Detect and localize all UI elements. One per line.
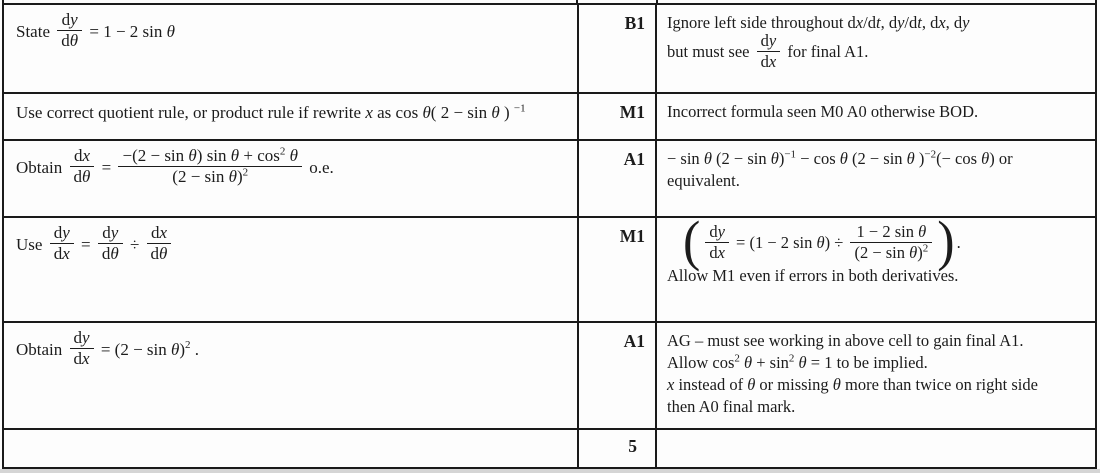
guidance-cell (657, 323, 1095, 428)
mark-label: M1 (619, 226, 645, 246)
guidance-text: x instead of θ or missing θ more than twice on right side (667, 375, 1038, 394)
criterion-cell (4, 323, 577, 428)
criterion-cell-empty (4, 430, 577, 467)
criterion-cell (4, 5, 577, 92)
mark-cell (577, 218, 657, 321)
mark-label: M1 (619, 102, 645, 122)
mark-label: A1 (623, 149, 645, 169)
criterion-text: Use correct quotient rule, or product rule if rewrite x as cos θ( 2 − sin θ ) $^{-1}$ (16, 102, 526, 122)
mark-cell (577, 5, 657, 92)
guidance-text: but must see $\frac{dy}{dx}$ for final A1. (667, 31, 869, 71)
mark-cell (577, 323, 657, 428)
table-row (4, 92, 1095, 139)
table-row (4, 210, 1095, 321)
guidance-text: Incorrect formula seen M0 A0 otherwise BOD. (667, 102, 979, 121)
guidance-text: Allow $\cos^2 \theta + \sin^2 \theta = 1$ to be implied. (667, 352, 928, 372)
table-row (4, 321, 1095, 428)
guidance-cell (657, 141, 1095, 216)
criterion-text: State $\frac{dy}{d\theta}$ = 1 − 2 sin θ (16, 10, 175, 51)
criterion-cell (4, 141, 577, 216)
total-mark-label: 5 (628, 436, 637, 456)
mark-cell (577, 141, 657, 216)
guidance-cell (657, 210, 1095, 321)
mark-scheme-table (2, 3, 1097, 469)
guidance-text: Allow M1 even if errors in both derivatives. (667, 265, 959, 285)
mark-cell (577, 94, 657, 139)
guidance-cell-empty (657, 430, 1095, 467)
guidance-text: AG – must see working in above cell to gain final A1. (667, 331, 1024, 350)
total-row (4, 428, 1095, 467)
table-row (4, 5, 1095, 92)
criterion-text: Obtain $\frac{dy}{dx}$ = $(2 - \sin \theta)^2$ . (16, 328, 200, 369)
total-mark-cell (577, 430, 657, 467)
criterion-cell (4, 94, 577, 139)
guidance-cell (657, 5, 1095, 92)
mark-label: B1 (624, 13, 645, 33)
guidance-text: then A0 final mark. (667, 397, 796, 416)
table-row (4, 139, 1095, 216)
criterion-text: Use $\frac{dy}{dx}$ = $\frac{dy}{d\theta}$ ÷ $\frac{dx}{d\theta}$ (16, 226, 567, 266)
scan-edge-strip (0, 469, 1100, 473)
guidance-text: − sin θ $(2 - \sin \theta)^{-1} - \cos \theta$ (2 − sin θ )$^{-2}$(− cos θ) or (667, 148, 1013, 168)
mark-label: A1 (623, 331, 645, 351)
guidance-text: Ignore left side throughout dx/dt, dy/dt, dx, dy (667, 13, 970, 32)
guidance-cell (657, 94, 1095, 139)
guidance-equation: ( $\frac{dy}{dx}$ = (1 − 2 sin θ) ÷ $\frac{\text{1 − 2 sin θ}}{(2 - \sin \theta)^2}$ ) . (683, 210, 961, 273)
guidance-text: equivalent. (667, 171, 740, 190)
criterion-cell (4, 218, 577, 321)
criterion-text: Obtain $\frac{dx}{d\theta}$ = $\frac{-(2 - \sin \theta) \sin \theta + \cos^2 \theta}{(2 - \sin \theta)^2}$ o.e. (16, 145, 334, 187)
